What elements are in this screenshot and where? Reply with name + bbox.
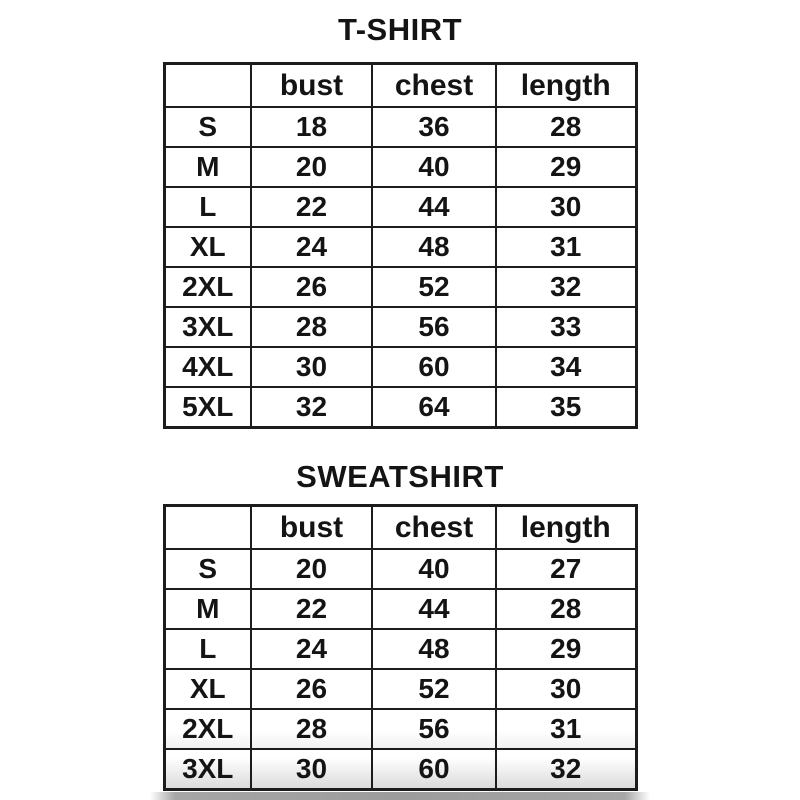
measurement-cell: 30	[496, 669, 636, 709]
table-row	[164, 307, 636, 347]
measurement-cell: 20	[251, 549, 372, 589]
measurement-cell: 18	[251, 107, 372, 147]
measurement-cell: 48	[372, 227, 496, 267]
measurement-cell: 32	[496, 749, 636, 790]
measurement-cell: 32	[251, 387, 372, 428]
measurement-cell: 30	[496, 187, 636, 227]
size-label-cell: M	[164, 147, 251, 187]
size-label-cell: L	[164, 629, 251, 669]
measurement-cell: 40	[372, 147, 496, 187]
measurement-cell: 30	[251, 347, 372, 387]
size-label-cell: 5XL	[164, 387, 251, 428]
table-row	[164, 347, 636, 387]
tshirt-title: T-SHIRT	[337, 12, 463, 47]
measurement-cell: 29	[496, 629, 636, 669]
measurement-cell: 48	[372, 629, 496, 669]
measurement-cell: 36	[372, 107, 496, 147]
measurement-cell: 32	[496, 267, 636, 307]
size-label-cell: M	[164, 589, 251, 629]
measurement-cell: 29	[496, 147, 636, 187]
size-label-cell: 2XL	[164, 267, 251, 307]
table-row	[164, 709, 636, 749]
sweatshirt-header-row	[164, 506, 636, 550]
size-label-cell: S	[164, 107, 251, 147]
table-row	[164, 629, 636, 669]
table-row	[164, 387, 636, 428]
measurement-cell: 31	[496, 709, 636, 749]
measurement-cell: 28	[496, 589, 636, 629]
measurement-cell: 56	[372, 709, 496, 749]
chest-header: chest	[372, 64, 496, 108]
size-label-cell: S	[164, 549, 251, 589]
table-row	[164, 749, 636, 790]
sweatshirt-title: SWEATSHIRT	[296, 459, 504, 494]
table-row	[164, 107, 636, 147]
measurement-cell: 26	[251, 267, 372, 307]
size-label-cell: 4XL	[164, 347, 251, 387]
measurement-cell: 52	[372, 669, 496, 709]
measurement-cell: 44	[372, 187, 496, 227]
measurement-cell: 27	[496, 549, 636, 589]
chest-header: chest	[372, 506, 496, 550]
measurement-cell: 28	[251, 307, 372, 347]
table-row	[164, 267, 636, 307]
measurement-cell: 22	[251, 589, 372, 629]
measurement-cell: 30	[251, 749, 372, 790]
measurement-cell: 44	[372, 589, 496, 629]
measurement-cell: 28	[496, 107, 636, 147]
measurement-cell: 35	[496, 387, 636, 428]
table-row	[164, 147, 636, 187]
measurement-cell: 28	[251, 709, 372, 749]
sweatshirt-section	[0, 459, 800, 800]
table-row	[164, 187, 636, 227]
size-label-cell: 3XL	[164, 307, 251, 347]
table-row	[164, 227, 636, 267]
measurement-cell: 34	[496, 347, 636, 387]
measurement-cell: 60	[372, 749, 496, 790]
tshirt-table-body	[164, 107, 636, 428]
measurement-cell: 52	[372, 267, 496, 307]
measurement-cell: 60	[372, 347, 496, 387]
measurement-cell: 20	[251, 147, 372, 187]
measurement-cell: 24	[251, 227, 372, 267]
size-label-cell: XL	[164, 227, 251, 267]
table-row	[164, 549, 636, 589]
size-label-cell: 2XL	[164, 709, 251, 749]
measurement-cell: 31	[496, 227, 636, 267]
sweatshirt-table-body	[164, 549, 636, 790]
measurement-cell: 40	[372, 549, 496, 589]
tshirt-header-row	[164, 64, 636, 108]
sweatshirt-size-table	[163, 504, 638, 791]
table-row	[164, 669, 636, 709]
size-label-cell: XL	[164, 669, 251, 709]
size-label-cell: L	[164, 187, 251, 227]
measurement-cell: 33	[496, 307, 636, 347]
table-shadow	[150, 792, 650, 800]
corner-cell	[164, 64, 251, 108]
table-row	[164, 589, 636, 629]
size-label-cell: 3XL	[164, 749, 251, 790]
bust-header: bust	[251, 506, 372, 550]
measurement-cell: 24	[251, 629, 372, 669]
measurement-cell: 22	[251, 187, 372, 227]
measurement-cell: 64	[372, 387, 496, 428]
bust-header: bust	[251, 64, 372, 108]
corner-cell	[164, 506, 251, 550]
length-header: length	[496, 64, 636, 108]
length-header: length	[496, 506, 636, 550]
measurement-cell: 56	[372, 307, 496, 347]
measurement-cell: 26	[251, 669, 372, 709]
tshirt-size-table	[163, 62, 638, 429]
